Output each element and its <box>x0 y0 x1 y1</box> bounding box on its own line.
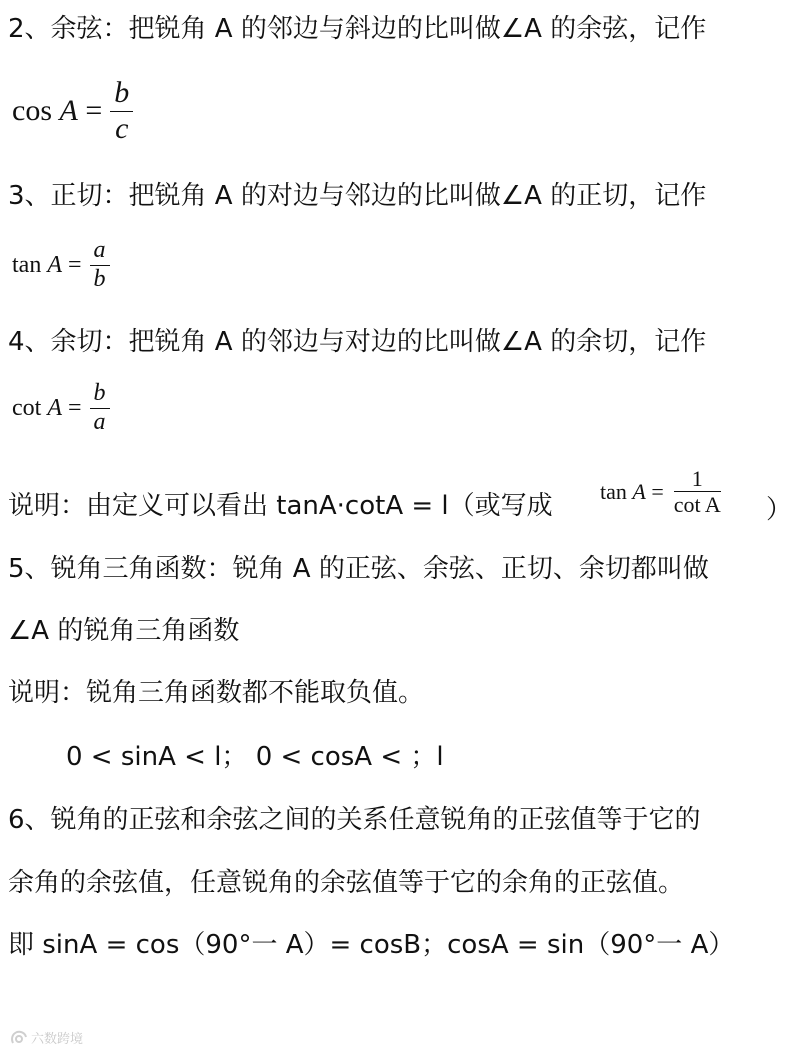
formula-tangent-fn: tan <box>12 251 42 278</box>
text-line-cotangent-definition: 4、余切：把锐角 A 的邻边与对边的比叫做∠A 的余切，记作 <box>8 327 707 357</box>
formula-tangent-var: A <box>47 251 62 278</box>
text-line-note-nonnegative: 说明：锐角三角函数都不能取负值。 <box>8 678 425 708</box>
text-line-tangent-definition: 3、正切：把锐角 A 的对边与邻边的比叫做∠A 的正切，记作 <box>8 181 707 211</box>
text-line-note-product: 说明：由定义可以看出 tanA·cotA = l（或写成 <box>8 491 553 521</box>
watermark-text: 六数跨境 <box>31 1032 84 1047</box>
formula-reciprocal-fraction <box>670 466 725 518</box>
formula-cotangent-fraction <box>90 380 110 436</box>
text-line-complement-relation-cont: 余角的余弦值，任意锐角的余弦值等于它的余角的正弦值。 <box>8 868 685 898</box>
logo-icon <box>10 1030 28 1046</box>
formula-cotangent <box>12 380 110 436</box>
formula-cosine <box>12 76 133 146</box>
formula-reciprocal-eq: = <box>651 478 664 504</box>
formula-tangent-denominator: b <box>93 265 106 292</box>
text-line-inequalities: 0 < sinA < l； 0 < cosA < ；l <box>66 742 444 772</box>
formula-reciprocal-var: A <box>632 478 646 504</box>
formula-reciprocal-numerator: 1 <box>674 466 721 492</box>
formula-cosine-numerator: b <box>110 76 133 112</box>
text-line-cosine-definition: 2、余弦：把锐角 A 的邻边与斜边的比叫做∠A 的余弦，记作 <box>8 14 707 44</box>
formula-cosine-denominator: c <box>115 111 129 145</box>
formula-tangent-fraction <box>90 237 110 293</box>
formula-tangent-numerator: a <box>90 237 110 266</box>
formula-cosine-fraction <box>110 76 133 146</box>
formula-tangent-reciprocal <box>600 466 725 518</box>
formula-cosine-var: A <box>59 94 78 127</box>
formula-cotangent-var: A <box>47 394 62 421</box>
closing-paren: ） <box>766 495 793 525</box>
formula-cosine-fn: cos <box>12 94 52 127</box>
formula-cotangent-eq: = <box>68 394 82 421</box>
formula-cotangent-numerator: b <box>90 380 110 409</box>
text-line-complement-relation: 6、锐角的正弦和余弦之间的关系任意锐角的正弦值等于它的 <box>8 805 701 835</box>
formula-cotangent-denominator: a <box>93 408 106 435</box>
text-line-acute-functions-cont: ∠A 的锐角三角函数 <box>8 616 240 646</box>
formula-reciprocal-fn: tan <box>600 478 627 504</box>
watermark <box>10 1028 83 1047</box>
formula-tangent-eq: = <box>68 251 82 278</box>
formula-reciprocal-denominator: cot A <box>673 492 721 518</box>
formula-tangent <box>12 237 110 293</box>
text-line-complement-example: 即 sinA = cos（90°一 A）= cosB；cosA = sin（90°一 A） <box>8 930 735 960</box>
text-line-acute-functions: 5、锐角三角函数：锐角 A 的正弦、余弦、正切、余切都叫做 <box>8 554 709 584</box>
formula-cosine-eq: = <box>85 94 103 127</box>
formula-cotangent-fn: cot <box>12 394 42 421</box>
